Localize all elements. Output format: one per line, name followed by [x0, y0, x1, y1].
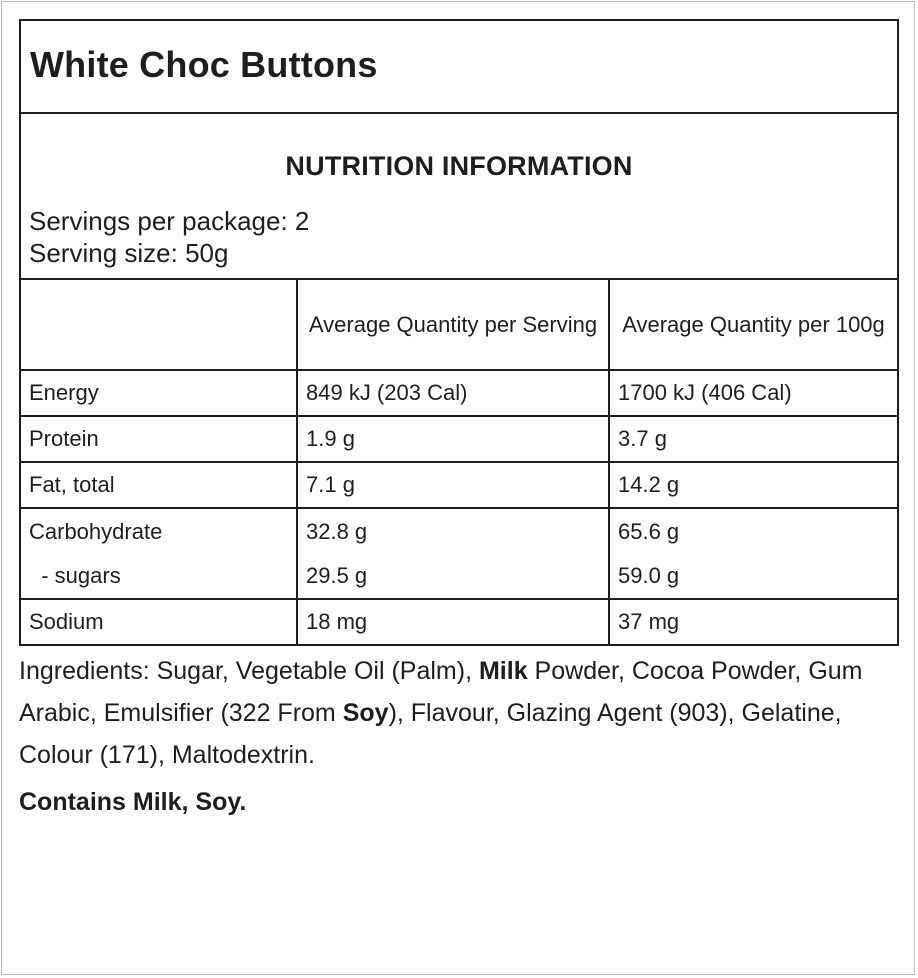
- carbohydrate-per-100g: 65.6 g: [618, 518, 680, 544]
- row-label-carbohydrate: Carbohydrate: [29, 518, 163, 544]
- serving-size: Serving size: 50g: [29, 238, 229, 268]
- header-per-100g: Average Quantity per 100g: [622, 312, 885, 337]
- row-label: Fat, total: [21, 463, 298, 507]
- per-serving-value: 1.9 g: [298, 417, 610, 461]
- table-row-energy: [21, 371, 897, 417]
- row-label-group: [21, 509, 298, 598]
- ingredients-prefix: Ingredients: Sugar, Vegetable Oil (Palm),: [19, 657, 479, 685]
- nutrition-panel: [19, 19, 899, 646]
- row-label: Sodium: [21, 600, 298, 644]
- per-100g-value: 3.7 g: [618, 426, 667, 451]
- servings-per-package: Servings per package: 2: [29, 206, 310, 236]
- table-header-row: [21, 280, 897, 371]
- ingredients-suffix: ), Flavour, Glazing Agent (903), Gelatine, Colour (171), Maltodextrin.: [19, 699, 842, 769]
- per-serving-group: [298, 509, 610, 598]
- table-row-carbohydrate: [21, 509, 897, 600]
- per-100g-group: [610, 509, 897, 598]
- nutrition-header: [21, 114, 897, 280]
- table-row-protein: [21, 417, 897, 463]
- per-serving-value: 7.1 g: [298, 463, 610, 507]
- per-serving-value: 18 mg: [298, 600, 610, 644]
- ingredients-text: [19, 650, 904, 776]
- table-row-fat: [21, 463, 897, 509]
- per-100g-value: 1700 kJ (406 Cal): [618, 380, 792, 405]
- allergen-statement: Contains Milk, Soy.: [19, 788, 247, 816]
- header-per-serving: Average Quantity per Serving: [298, 280, 610, 369]
- per-100g-value: 37 mg: [618, 609, 680, 634]
- per-100g-value: 14.2 g: [618, 472, 680, 497]
- nutrition-heading: NUTRITION INFORMATION: [285, 151, 633, 181]
- header-blank-cell: [21, 280, 298, 369]
- carbohydrate-per-serving: 32.8 g: [306, 518, 368, 544]
- row-label: Protein: [21, 417, 298, 461]
- nutrition-table: [21, 280, 897, 644]
- row-label: Energy: [21, 371, 298, 415]
- ingredient-soy: Soy: [342, 699, 389, 727]
- per-serving-value: 849 kJ (203 Cal): [298, 371, 610, 415]
- table-row-sodium: [21, 600, 897, 644]
- sugars-per-serving: 29.5 g: [306, 562, 368, 588]
- ingredients-mid: Powder, Cocoa Powder, Gum Arabic, Emulsifier (322 From: [19, 657, 863, 727]
- ingredient-milk: Milk: [478, 657, 528, 685]
- product-title: White Choc Buttons: [21, 21, 897, 114]
- sugars-per-100g: 59.0 g: [618, 562, 680, 588]
- row-label-sugars: - sugars: [29, 562, 121, 588]
